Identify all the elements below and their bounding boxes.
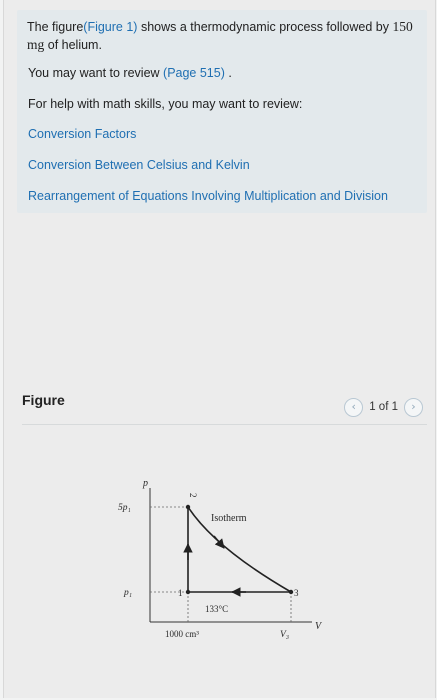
math-help-text: For help with math skills, you may want to review: — [28, 97, 303, 111]
figure-title: Figure — [22, 392, 65, 408]
pager-label: 1 of 1 — [369, 401, 398, 413]
y-tick-p1: p₁ — [124, 588, 133, 598]
intro-text: The figure — [27, 20, 84, 34]
point-label-2: 2 — [188, 493, 198, 498]
review-text: You may want to review — [28, 66, 164, 80]
link-celsius-kelvin[interactable]: Conversion Between Celsius and Kelvin — [28, 158, 250, 172]
chevron-right-icon[interactable]: › — [404, 398, 423, 417]
intro-text-rest: shows a thermodynamic process followed by — [137, 20, 393, 34]
page-link[interactable]: (Page 515) — [163, 66, 225, 80]
link-conversion-factors[interactable]: Conversion Factors — [28, 127, 137, 141]
chevron-left-icon[interactable]: ‹ — [344, 398, 363, 417]
point-label-1: 1 — [178, 588, 183, 598]
state-point-2 — [186, 505, 190, 509]
state-point-3 — [289, 590, 293, 594]
mass-value: 150 mg — [27, 19, 413, 52]
arrow-down-right-icon — [214, 536, 224, 548]
link-rearrangement-equations[interactable]: Rearrangement of Equations Involving Multiplication and Division — [28, 189, 388, 203]
x-tick-1000cm3: 1000 cm³ — [165, 629, 199, 639]
x-tick-v3: V₃ — [280, 630, 290, 640]
figure-link[interactable]: (Figure 1) — [83, 20, 138, 34]
x-axis-label: V — [315, 621, 322, 632]
review-suffix: . — [224, 66, 232, 80]
y-tick-5p1: 5p₁ — [118, 503, 131, 513]
intro-text-end: of helium. — [44, 38, 102, 52]
point-label-3: 3 — [294, 588, 299, 598]
isotherm-label: Isotherm — [211, 513, 247, 524]
state-point-1 — [186, 590, 190, 594]
y-axis-label: p — [143, 478, 148, 489]
temperature-label: 133°C — [205, 604, 229, 614]
